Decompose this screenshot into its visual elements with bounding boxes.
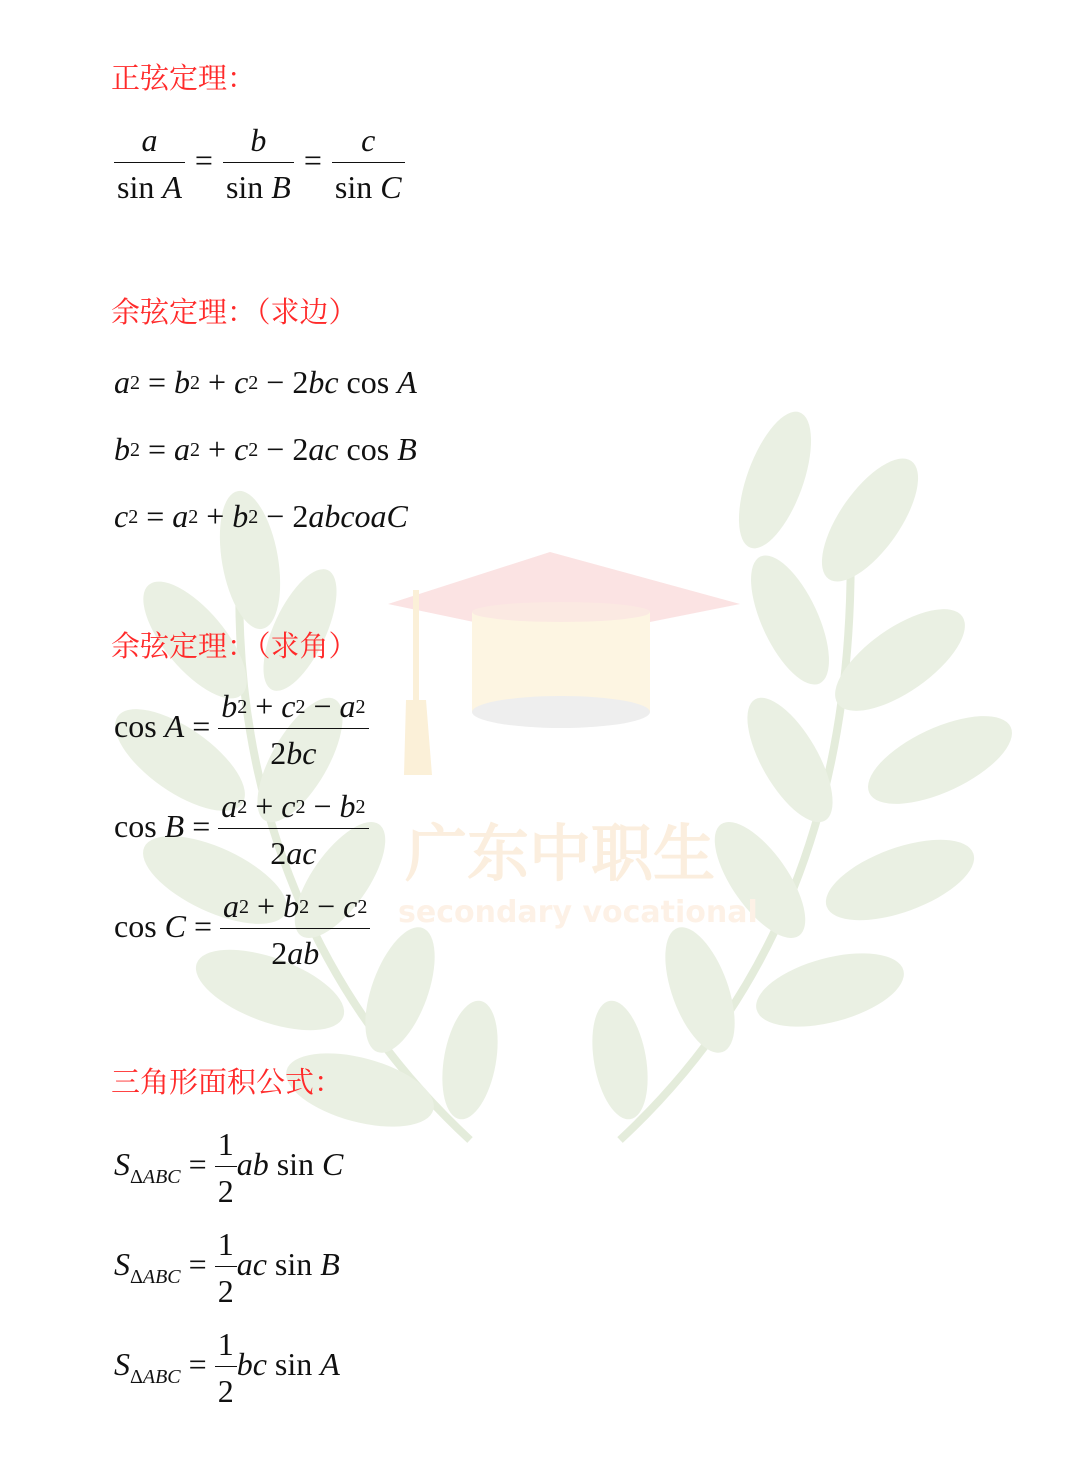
watermark-subtitle: secondary vocational [398,895,758,930]
sine-law-formula: $\frac{a}{\text{sin A}}$ = $\frac{b}{\text{sin B}}$ = $\frac{c}{\text{sin C}}$ [114,124,405,203]
watermark-title: 广东中职生 [405,817,716,890]
cosine-law-b-formula: $b^2 = a^2 + c^2 - 2ac$ cos B [114,431,417,467]
sine-law-heading: 正弦定理： [111,61,257,95]
cosine-law-a-formula: $a^2 = b^2 + c^2 - 2bc$ cos A [114,364,417,400]
area-ac-formula: $S_{\Delta ABC}$ = $\frac{1}{2}$ ac sin B [114,1226,340,1309]
cos-a-formula: cos A = $\frac{b^2 + c^2 - a^2}{2bc}$ [114,690,369,769]
cos-b-formula: cos B = $\frac{a^2 + c^2 - b^2}{2ac}$ [114,790,369,869]
area-bc-formula: $S_{\Delta ABC}$ = $\frac{1}{2}$ bc sin A [114,1326,340,1409]
cos-c-formula: cos C = $\frac{a^2 + b^2 - c^2}{2ab}$ [114,890,370,969]
area-ab-formula: $S_{\Delta ABC}$ = $\frac{1}{2}$ ab sin C [114,1126,344,1209]
triangle-area-heading: 三角形面积公式： [111,1065,344,1099]
cosine-law-angles-heading: 余弦定理：（求角） [111,629,358,663]
cosine-law-c-formula: $c^2 = a^2 + b^2$ − 2abcoaC [114,498,408,534]
cosine-law-sides-heading: 余弦定理：（求边） [111,295,358,329]
